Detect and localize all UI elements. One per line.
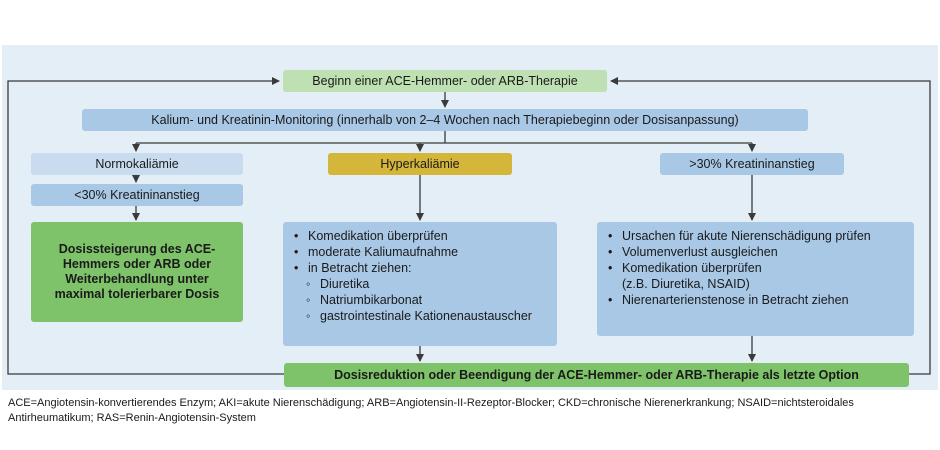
bullet-icon: • (608, 261, 613, 275)
bullet-icon: • (608, 229, 613, 243)
creatinine-actions-list (608, 228, 906, 308)
list-item (294, 228, 549, 244)
creatinine-increase-box: >30% Kreatininanstieg (660, 153, 844, 175)
list-item-text: Diuretika (320, 277, 370, 291)
hyperkalemia-actions-box (283, 222, 557, 346)
hyperkalemia-actions-list (294, 228, 549, 324)
end-box: Dosisreduktion oder Beendigung der ACE-Hemmer- oder ARB-Therapie als letzte Option (284, 363, 909, 387)
list-item-text: Komedikation überprüfen (308, 229, 448, 243)
list-item (294, 308, 549, 324)
list-item-text: Ursachen für akute Nierenschädigung prüfen (622, 229, 871, 243)
list-item-text: Natriumbikarbonat (320, 293, 423, 307)
list-item (608, 292, 906, 308)
list-item-text: Volumenverlust ausgleichen (622, 245, 778, 259)
list-item-text: in Betracht ziehen: (308, 261, 412, 275)
list-item-text: (z.B. Diuretika, NSAID) (622, 277, 750, 291)
bullet-icon: • (294, 229, 299, 243)
normokalemia-box: Normokaliämie (31, 153, 243, 175)
list-item (294, 244, 549, 260)
list-item-text: Komedikation überprüfen (622, 261, 762, 275)
dose-increase-text: Dosissteigerung des ACE-Hemmers oder ARB oder Weiterbehandlung unter maximal tolerierbarer Dosis (54, 242, 220, 301)
list-item (608, 276, 906, 292)
bullet-icon: • (294, 261, 299, 275)
list-item (608, 244, 906, 260)
footnote: ACE=Angiotensin-konvertierendes Enzym; AKI=akute Nierenschädigung; ARB=Angiotensin-II-Rezeptor-Blocker; CKD=chronische Nierenerkrankung; NSAID=nichtsteroidales Antirheumatikum; RAS=Renin-Angiotensin-System (8, 397, 854, 424)
monitoring-box: Kalium- und Kreatinin-Monitoring (innerhalb von 2–4 Wochen nach Therapiebeginn oder Dosisanpassung) (82, 109, 808, 131)
creatinine-low-box: <30% Kreatininanstieg (31, 184, 243, 206)
sub-bullet-icon: ◦ (306, 277, 311, 291)
creatinine-actions-box (597, 222, 914, 336)
list-item-text: Nierenarterienstenose in Betracht ziehen (622, 293, 849, 307)
list-item (608, 228, 906, 244)
hyperkalemia-box: Hyperkaliämie (328, 153, 512, 175)
list-item (294, 292, 549, 308)
dose-increase-box (31, 222, 243, 322)
bullet-icon: • (294, 245, 299, 259)
list-item-text: gastrointestinale Kationenaustauscher (320, 309, 532, 323)
list-item (294, 276, 549, 292)
list-item (294, 260, 549, 276)
sub-bullet-icon: ◦ (306, 309, 311, 323)
list-item-text: moderate Kaliumaufnahme (308, 245, 459, 259)
bullet-icon: • (608, 293, 613, 307)
list-item (608, 260, 906, 276)
bullet-icon: • (608, 245, 613, 259)
sub-bullet-icon: ◦ (306, 293, 311, 307)
start-box: Beginn einer ACE-Hemmer- oder ARB-Therapie (283, 70, 607, 92)
